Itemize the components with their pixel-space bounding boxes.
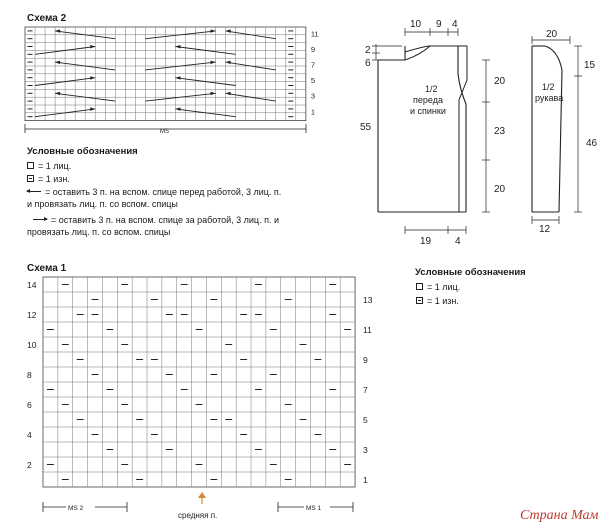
body-right-dim-2: 23 xyxy=(494,126,506,137)
knit-symbol-icon xyxy=(27,162,34,169)
sleeve-pattern-shape xyxy=(532,46,562,212)
scheme1-left-row-number: 2 xyxy=(27,460,32,470)
sleeve-bottom-dimension xyxy=(532,216,559,224)
scheme1-left-row-number: 10 xyxy=(27,340,37,350)
right-cable-arrow-icon xyxy=(33,219,47,220)
body-pattern-outline xyxy=(380,46,467,212)
scheme1-row-labels xyxy=(27,280,373,485)
scheme2-row-number: 9 xyxy=(310,44,316,54)
cable-arrow-head xyxy=(175,107,180,111)
scheme2-row-number: 5 xyxy=(310,76,316,86)
scheme2-row-number: 7 xyxy=(310,60,316,70)
purl-symbol-icon xyxy=(27,175,34,182)
watermark-logo: Страна Мам xyxy=(520,508,599,523)
legend2-cable-right xyxy=(33,213,279,226)
body-top-dim-3: 4 xyxy=(452,19,458,30)
body-bottom-dimension xyxy=(405,226,466,234)
cable-arrow-head xyxy=(90,76,95,80)
body-left-dimension xyxy=(372,44,402,60)
scheme1-right-row-number: 5 xyxy=(363,415,368,425)
legend1-knit xyxy=(416,280,460,293)
scheme1-right-row-number: 1 xyxy=(363,475,368,485)
body-bottom-dim-1: 19 xyxy=(420,236,432,247)
legend2-purl-text: = 1 изн. xyxy=(38,173,70,184)
body-label-line2: переда xyxy=(413,95,443,105)
left-cable-arrow-icon xyxy=(27,191,41,192)
scheme2-grid xyxy=(25,27,306,121)
cable-arrow-head xyxy=(55,29,60,33)
legend1-knit-text: = 1 лиц. xyxy=(427,281,461,292)
legend2-cable-left-text1: = оставить 3 п. на вспом. спице перед работой, 3 лиц. п. xyxy=(45,186,282,197)
body-pattern-shape xyxy=(378,46,466,212)
cable-arrow-head xyxy=(90,107,95,111)
cable-arrow-head xyxy=(211,29,216,33)
cable-arrow-head xyxy=(226,92,231,96)
legend2-cable-left-text2: и провязать лиц. п. со вспом. спицы xyxy=(27,199,178,209)
body-bottom-dim-2: 4 xyxy=(455,236,461,247)
legend2-cable-right-text2: провязать лиц. п. со вспом. спицы xyxy=(27,227,171,237)
scheme2-row-number: 3 xyxy=(310,91,316,101)
legend1-purl xyxy=(416,294,459,307)
legend2-cable-left xyxy=(27,185,281,198)
scheme2-repeat-label: MS xyxy=(160,129,169,135)
cable-arrow-head xyxy=(211,92,216,96)
scheme1-left-row-number: 12 xyxy=(27,310,37,320)
scheme1-left-row-number: 4 xyxy=(27,430,32,440)
legend1-title: Условные обозначения xyxy=(415,267,526,278)
cable-arrow-head xyxy=(211,61,216,65)
body-right-dim-3: 20 xyxy=(494,184,506,195)
legend1-purl-text: = 1 изн. xyxy=(427,295,459,306)
body-label-line3: и спинки xyxy=(410,106,446,116)
body-right-dimension xyxy=(482,60,490,212)
center-stitch-label: средняя п. xyxy=(178,511,218,520)
cable-arrow-head xyxy=(226,61,231,65)
sleeve-bottom-dim: 12 xyxy=(539,224,551,235)
center-stitch-arrow xyxy=(198,492,206,504)
body-left-dim-1: 2 xyxy=(365,45,371,56)
scheme1-grid xyxy=(43,277,355,487)
cable-arrow-head xyxy=(55,92,60,96)
cable-arrow-head xyxy=(226,29,231,33)
cable-arrow-head xyxy=(90,45,95,49)
scheme2-row-number: 1 xyxy=(310,107,316,117)
legend2-cable-right-text1: = оставить 3 п. на вспом. спице за работой, 3 лиц. п. и xyxy=(51,214,279,225)
scheme1-right-row-number: 11 xyxy=(363,325,372,335)
legend2-title: Условные обозначения xyxy=(27,146,138,157)
scheme2-title: Схема 2 xyxy=(27,13,67,24)
scheme1-left-row-number: 14 xyxy=(27,280,37,290)
purl-symbol-icon xyxy=(416,297,423,304)
body-right-dim-1: 20 xyxy=(494,76,506,87)
sleeve-right-dimension xyxy=(574,46,582,212)
body-left-dim-2: 6 xyxy=(365,58,371,69)
scheme2-row-number: 11 xyxy=(310,29,319,39)
cable-arrow-head xyxy=(175,76,180,80)
sleeve-right-dim-1: 15 xyxy=(584,60,596,71)
sleeve-right-dim-2: 46 xyxy=(586,138,598,149)
scheme1-left-row-number: 8 xyxy=(27,370,32,380)
scheme1-right-row-number: 9 xyxy=(363,355,368,365)
scheme1-left-row-number: 6 xyxy=(27,400,32,410)
scheme1-ms2-label: MS 2 xyxy=(68,505,84,512)
body-label-line1: 1/2 xyxy=(425,84,438,94)
legend2-knit xyxy=(27,159,71,172)
scheme1-right-row-number: 13 xyxy=(363,295,373,305)
cable-arrow-head xyxy=(175,45,180,49)
scheme1-right-row-number: 3 xyxy=(363,445,368,455)
cable-arrow-head xyxy=(55,61,60,65)
scheme2-row-labels xyxy=(311,29,319,116)
body-top-dim-1: 10 xyxy=(410,19,422,30)
body-height-total: 55 xyxy=(360,122,372,133)
knit-symbol-icon xyxy=(416,283,423,290)
legend2-purl xyxy=(27,172,70,185)
sleeve-label-line2: рукава xyxy=(535,93,564,103)
sleeve-top-dim: 20 xyxy=(546,29,558,40)
scheme1-title: Схема 1 xyxy=(27,263,67,274)
scheme1-ms1-label: MS 1 xyxy=(306,505,322,512)
body-top-dim-2: 9 xyxy=(436,19,442,30)
legend2-knit-text: = 1 лиц. xyxy=(38,160,72,171)
scheme1-right-row-number: 7 xyxy=(363,385,368,395)
sleeve-label-line1: 1/2 xyxy=(542,82,555,92)
